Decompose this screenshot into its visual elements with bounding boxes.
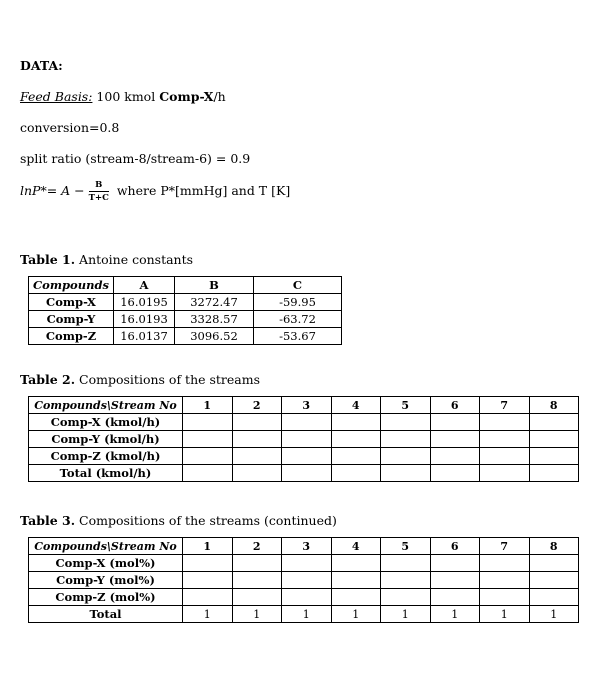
table-header-cell: Compounds <box>29 277 114 294</box>
table2-caption-label: Table 2. <box>20 372 76 387</box>
table-cell: 1 <box>183 606 233 623</box>
table-header-row <box>29 397 579 414</box>
table-cell: Comp-Y (kmol/h) <box>29 431 183 448</box>
feed-unit: /h <box>213 89 226 104</box>
table-cell: Total (kmol/h) <box>29 465 183 482</box>
table-cell: -53.67 <box>254 328 342 345</box>
table3-caption-label: Table 3. <box>20 513 76 528</box>
table-header-cell: 7 <box>480 538 530 555</box>
data-heading: DATA: <box>20 58 63 73</box>
feed-compound: Comp-X <box>159 89 214 104</box>
table-header-cell: 6 <box>430 538 480 555</box>
table-header-cell: 1 <box>183 538 233 555</box>
table-header-cell: 7 <box>480 397 530 414</box>
table-cell: 1 <box>430 606 480 623</box>
table-row <box>29 589 579 606</box>
table-row <box>29 414 579 431</box>
table-header-cell: 4 <box>331 397 381 414</box>
table-cell: 1 <box>232 606 282 623</box>
stream-composition-table <box>28 537 579 623</box>
table-row <box>29 448 579 465</box>
table-cell: Comp-X (mol%) <box>29 555 183 572</box>
table-cell: Total <box>29 606 183 623</box>
table-cell: Comp-Z <box>29 328 114 345</box>
stream-flow-table <box>28 396 579 482</box>
table-cell: Comp-Y <box>29 311 114 328</box>
table-row <box>29 311 342 328</box>
table-header-cell: 8 <box>529 397 579 414</box>
table-header-row <box>29 277 342 294</box>
table-row <box>29 294 342 311</box>
table-cell: 1 <box>331 606 381 623</box>
antoine-denominator: T+C <box>88 193 109 203</box>
table-cell: Comp-X (kmol/h) <box>29 414 183 431</box>
antoine-numerator: B <box>89 180 109 192</box>
table-header-cell: 1 <box>183 397 233 414</box>
table-header-cell: C <box>254 277 342 294</box>
table-cell: Comp-Y (mol%) <box>29 572 183 589</box>
table-cell: 16.0137 <box>114 328 175 345</box>
antoine-table <box>28 276 342 345</box>
conversion-line: conversion=0.8 <box>20 120 120 135</box>
table2-caption <box>20 372 260 387</box>
antoine-equation <box>20 180 290 203</box>
table-cell: -63.72 <box>254 311 342 328</box>
table-header-cell: 4 <box>331 538 381 555</box>
table-cell: 16.0195 <box>114 294 175 311</box>
table-cell: 3328.57 <box>175 311 254 328</box>
table-header-cell: 8 <box>529 538 579 555</box>
table-header-cell: 2 <box>232 397 282 414</box>
table-cell: 1 <box>282 606 332 623</box>
feed-basis-line <box>20 89 226 104</box>
table-header-cell: Compounds\Stream No <box>29 397 183 414</box>
table-cell: -59.95 <box>254 294 342 311</box>
antoine-fraction <box>89 180 109 203</box>
table-cell: 1 <box>529 606 579 623</box>
table-header-cell: 5 <box>381 397 431 414</box>
table-header-cell: 3 <box>282 397 332 414</box>
feed-amount: 100 kmol <box>96 89 156 104</box>
table-cell: Comp-X <box>29 294 114 311</box>
table3-caption-text: Compositions of the streams (continued) <box>79 513 337 528</box>
table-row <box>29 555 579 572</box>
table-total-row <box>29 606 579 623</box>
table-header-cell: 6 <box>430 397 480 414</box>
table-cell: 3096.52 <box>175 328 254 345</box>
table-cell: 3272.47 <box>175 294 254 311</box>
table-row <box>29 465 579 482</box>
table-header-row <box>29 538 579 555</box>
table1-caption-text: Antoine constants <box>79 252 194 267</box>
table-cell: 1 <box>480 606 530 623</box>
table-header-cell: 3 <box>282 538 332 555</box>
table-header-cell: Compounds\Stream No <box>29 538 183 555</box>
table-cell: 1 <box>381 606 431 623</box>
table2-caption-text: Compositions of the streams <box>79 372 261 387</box>
table-row <box>29 431 579 448</box>
table-cell: Comp-Z (kmol/h) <box>29 448 183 465</box>
table-header-cell: B <box>175 277 254 294</box>
feed-basis-label: Feed Basis: <box>20 89 93 104</box>
table-header-cell: 5 <box>381 538 431 555</box>
table-row <box>29 572 579 589</box>
split-ratio-line: split ratio (stream-8/stream-6) = 0.9 <box>20 151 251 166</box>
table-header-cell: 2 <box>232 538 282 555</box>
table-cell: Comp-Z (mol%) <box>29 589 183 606</box>
antoine-lhs: lnP*= A − <box>20 183 85 198</box>
table-row <box>29 328 342 345</box>
table1-caption-label: Table 1. <box>20 252 76 267</box>
table-cell: 16.0193 <box>114 311 175 328</box>
table1-caption <box>20 252 193 267</box>
table3-caption <box>20 513 337 528</box>
antoine-rest: where P*[mmHg] and T [K] <box>116 183 291 198</box>
table-header-cell: A <box>114 277 175 294</box>
